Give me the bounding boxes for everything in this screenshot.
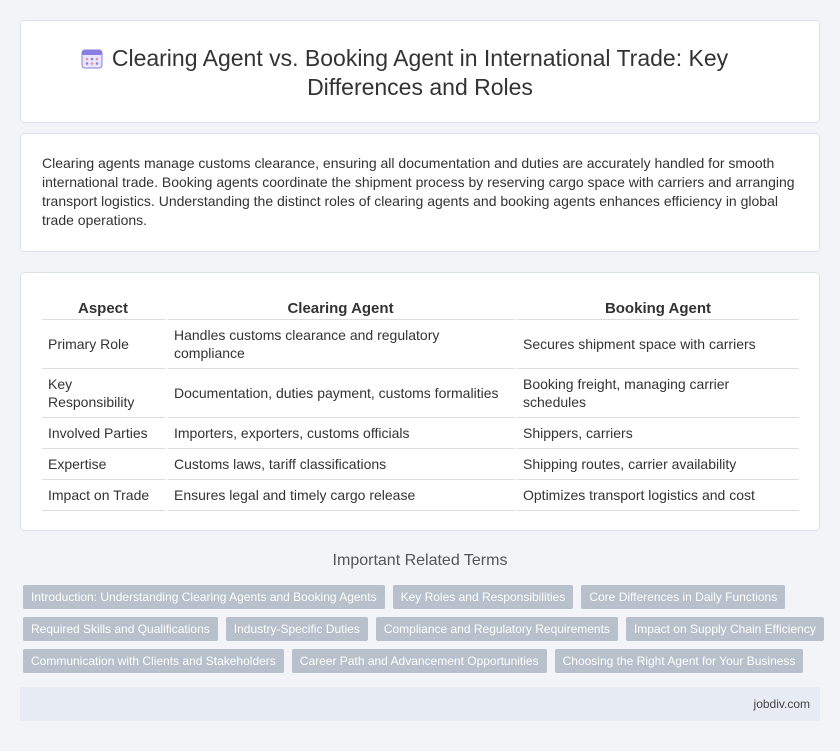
table-cell: Customs laws, tariff classifications: [168, 449, 517, 480]
comparison-table: [42, 297, 799, 511]
footer-site-link[interactable]: jobdiv.com: [753, 697, 810, 711]
table-row: [42, 369, 799, 418]
related-term-tag[interactable]: Industry-Specific Duties: [226, 617, 368, 641]
related-term-tag[interactable]: Communication with Clients and Stakeholders: [23, 649, 284, 673]
table-cell: Secures shipment space with carriers: [517, 320, 799, 369]
related-term-tag[interactable]: Key Roles and Responsibilities: [393, 585, 574, 609]
related-terms-tags: [23, 585, 823, 681]
header-aspect: Aspect: [42, 297, 168, 320]
table-cell: Expertise: [42, 449, 168, 480]
related-term-tag[interactable]: Compliance and Regulatory Requirements: [376, 617, 618, 641]
title-card: [20, 20, 820, 123]
table-cell: Booking freight, managing carrier schedules: [517, 369, 799, 418]
table-cell: Primary Role: [42, 320, 168, 369]
table-cell: Shippers, carriers: [517, 418, 799, 449]
table-row: [42, 418, 799, 449]
table-cell: Handles customs clearance and regulatory compliance: [168, 320, 517, 369]
table-row: [42, 320, 799, 369]
related-terms-heading: Important Related Terms: [332, 552, 508, 569]
intro-card: [20, 133, 820, 252]
table-cell: Importers, exporters, customs officials: [168, 418, 517, 449]
table-cell: Shipping routes, carrier availability: [517, 449, 799, 480]
table-cell: Ensures legal and timely cargo release: [168, 480, 517, 511]
table-cell: Impact on Trade: [42, 480, 168, 511]
header-booking-agent: Booking Agent: [517, 297, 799, 320]
table-header-row: [42, 297, 799, 320]
table-row: [42, 449, 799, 480]
related-term-tag[interactable]: Choosing the Right Agent for Your Business: [555, 649, 804, 673]
table-cell: Involved Parties: [42, 418, 168, 449]
tag-row: [23, 649, 823, 673]
tag-row: [23, 585, 823, 609]
related-term-tag[interactable]: Required Skills and Qualifications: [23, 617, 218, 641]
related-term-tag[interactable]: Core Differences in Daily Functions: [581, 585, 785, 609]
table-cell: Optimizes transport logistics and cost: [517, 480, 799, 511]
page-title: Clearing Agent vs. Booking Agent in International Trade: Key Differences and Roles: [111, 45, 729, 100]
header-clearing-agent: Clearing Agent: [168, 297, 517, 320]
table-cell: Documentation, duties payment, customs formalities: [168, 369, 517, 418]
related-term-tag[interactable]: Introduction: Understanding Clearing Agents and Booking Agents: [23, 585, 385, 609]
related-term-tag[interactable]: Impact on Supply Chain Efficiency: [626, 617, 824, 641]
table-row: [42, 480, 799, 511]
related-term-tag[interactable]: Career Path and Advancement Opportunities: [292, 649, 547, 673]
intro-text: Clearing agents manage customs clearance, ensuring all documentation and duties are accurately handled for smooth international trade. Booking agents coordinate the shipment process by reserving cargo space with carriers and arranging transport logistics. Understanding the distinct roles of clearing agents and booking agents enhances efficiency in global trade operations.: [42, 155, 795, 228]
footer: [20, 687, 820, 721]
tag-row: [23, 617, 823, 641]
table-cell: Key Responsibility: [42, 369, 168, 418]
comparison-table-card: [20, 272, 820, 531]
